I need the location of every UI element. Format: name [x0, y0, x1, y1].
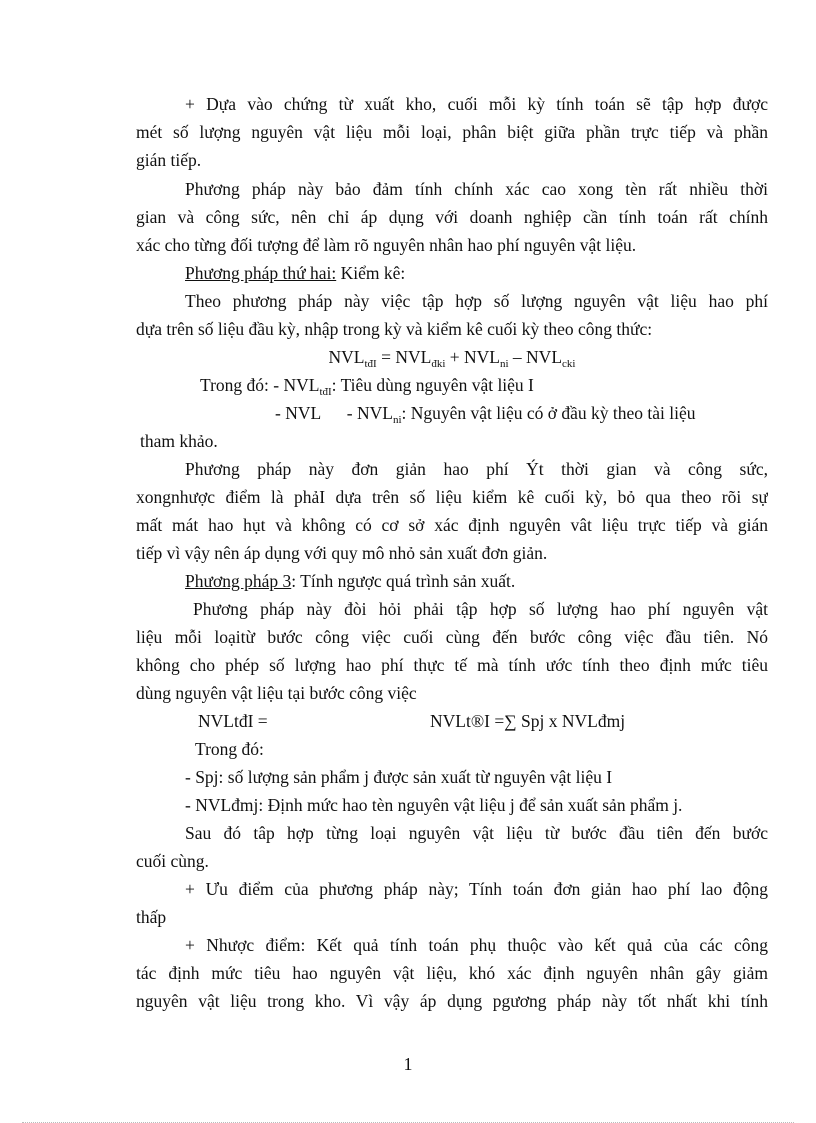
formula-term: = NVL: [376, 347, 432, 367]
method-two-text: Kiểm kê:: [336, 263, 406, 283]
text-subscript: ni: [392, 414, 402, 426]
formula-left: NVLtđI =: [198, 711, 268, 731]
formula-term: NVL: [328, 347, 365, 367]
text-line: dùng nguyên vật liệu tại bước công việc: [136, 683, 417, 703]
method-two-label: Phương pháp thứ hai:: [185, 263, 337, 283]
text-line: dựa trên số liệu đầu kỳ, nhập trong kỳ và kiểm kê cuối kỳ theo công thức:: [136, 319, 653, 339]
text-line: + Dựa vào chứng từ xuất kho, cuối mỗi kỳ tính toán sẽ tập hợp được: [185, 94, 768, 114]
text-line: nguyên vật liệu trong kho. Vì vậy áp dụng pgương pháp này tốt nhất khi tính: [136, 991, 768, 1011]
text-line: liệu mỗi loạitừ bước công việc cuối cùng đến bước công việc đầu tiên. Nó: [136, 627, 768, 647]
text-segment: : Nguyên vật liệu có ở đầu kỳ theo tài liệu: [401, 403, 696, 423]
text-segment: - NVL - NVL: [275, 403, 393, 423]
formula-term: – NVL: [508, 347, 563, 367]
text-line: cuối cùng.: [136, 851, 209, 871]
text-line: Phương pháp này đơn giản hao phí Ýt thời gian và công sức,: [185, 459, 768, 479]
formula-subscript: cki: [562, 358, 576, 370]
text-line: gián tiếp.: [136, 150, 202, 170]
text-line: Phương pháp này đòi hỏi phải tập hợp số lượng hao phí nguyên vật: [193, 599, 768, 619]
text-segment: Trong đó: - NVL: [200, 375, 320, 395]
text-segment: : Tiêu dùng nguyên vật liệu I: [331, 375, 534, 395]
text-subscript: tđI: [319, 386, 332, 398]
method-three-label: Phương pháp 3: [185, 571, 292, 591]
text-line: mất mát hao hụt và không có cơ sở xác định nguyên vât liệu trực tiếp và gián: [136, 515, 768, 535]
text-line: + Nhược điểm: Kết quả tính toán phụ thuộc vào kết quả của các công: [185, 935, 768, 955]
page-number: 1: [403, 1054, 413, 1074]
formula-right: NVLt®I =∑ Spj x NVLđmj: [430, 711, 626, 731]
text-line: tham khảo.: [140, 431, 218, 451]
text-line: Sau đó tâp hợp từng loại nguyên vật liệu từ bước đầu tiên đến bước: [185, 823, 768, 843]
text-line: xác cho từng đối tượng để làm rõ nguyên nhân hao phí nguyên vật liệu.: [136, 235, 637, 255]
text-line: tác định mức tiêu hao nguyên vật liệu, khó xác định nguyên nhân gây giảm: [136, 963, 768, 983]
text-line: [200, 372, 768, 400]
formula-subscript: ni: [499, 358, 509, 370]
formula-subscript: tđI: [364, 358, 377, 370]
text-line: mét số lượng nguyên vật liệu mỗi loại, phân biệt giữa phần trực tiếp và phần: [136, 122, 768, 142]
text-line: + Ưu điểm của phương pháp này; Tính toán đơn giản hao phí lao động: [185, 879, 768, 899]
text-line: - NVLđmj: Định mức hao tèn nguyên vật liệu j để sản xuất sản phẩm j.: [185, 795, 683, 815]
method-three-heading: [185, 568, 768, 596]
text-line: Theo phương pháp này việc tập hợp số lượng nguyên vật liệu hao phí: [185, 291, 768, 311]
text-line: thấp: [136, 907, 167, 927]
text-line: Trong đó:: [195, 739, 264, 759]
formula-subscript: đki: [431, 358, 446, 370]
text-line: xongnhược điểm là phảI dựa trên số liệu kiểm kê cuối kỳ, bỏ qua theo rõi sự: [136, 487, 768, 507]
formula-inventory: [136, 344, 768, 372]
text-line: gian và công sức, nên chỉ áp dụng với doanh nghiệp cần tính toán rất chính: [136, 207, 768, 227]
text-line: - Spj: số lượng sản phẩm j được sản xuất từ nguyên vật liệu I: [185, 767, 613, 787]
text-line: [275, 400, 768, 428]
text-line: Phương pháp này bảo đảm tính chính xác cao xong tèn rất nhiều thời: [185, 179, 768, 199]
text-line: tiếp vì vậy nên áp dụng với quy mô nhỏ sản xuất đơn giản.: [136, 543, 548, 563]
formula-term: + NVL: [445, 347, 500, 367]
method-two-heading: [185, 260, 768, 288]
text-line: không cho phép số lượng hao phí thực tế mà tính ước tính theo định mức tiêu: [136, 655, 768, 675]
method-three-text: : Tính ngược quá trình sản xuất.: [291, 571, 516, 591]
